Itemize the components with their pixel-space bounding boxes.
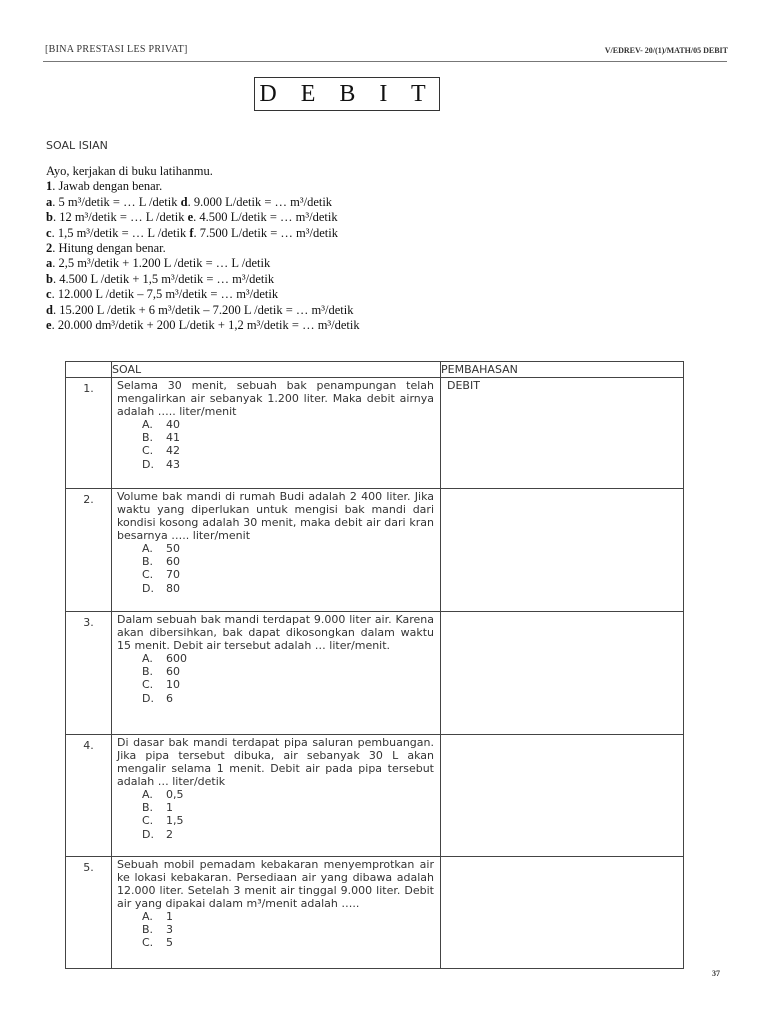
exercise-line: 1. Jawab dengan benar. [46,179,163,194]
exercise-line: 2. Hitung dengan benar. [46,240,166,255]
option: A. 50 [142,542,180,555]
discussion-cell [441,612,684,735]
exercise-intro: Ayo, kerjakan di buku latihanmu. [46,164,213,178]
exercise-line: c. 12.000 L /detik – 7,5 m³/detik = … m³/detik [46,287,279,302]
exercise-line: c. 1,5 m³/detik = … L /detik f. 7.500 L/detik = … m³/detik [46,225,338,240]
question-number: 3. [66,612,112,735]
exercise-line: e. 20.000 dm³/detik + 200 L/detik + 1,2 m³/detik = … m³/detik [46,317,360,332]
section-label: SOAL ISIAN [46,139,108,152]
option: D. 80 [142,581,180,595]
option: A. 1 [142,910,173,923]
table-row [66,378,684,489]
option: D. 6 [142,691,173,705]
header-number [66,362,112,378]
table-header-row [66,362,684,378]
option-list [142,652,434,705]
option: C. 1,5 [142,814,184,828]
page-number: 37 [712,969,720,978]
exercise-line: d. 15.200 L /detik + 6 m³/detik – 7.200 L /detik = … m³/detik [46,302,354,317]
question-cell [112,612,441,735]
discussion-cell [441,857,684,969]
question-number: 5. [66,857,112,969]
discussion-cell [441,489,684,612]
table-row [66,489,684,612]
table-row [66,735,684,857]
question-text: Di dasar bak mandi terdapat pipa saluran pembuangan. Jika pipa tersebut dibuka, air sebanyak 30 L akan mengalir selama 1 menit. Debit air pada pipa tersebut adalah … liter/detik [117,736,434,788]
header-divider [43,61,727,62]
option: A. 600 [142,652,187,665]
option: A. 0,5 [142,788,184,801]
header-pembahasan: PEMBAHASAN [441,362,684,378]
option: B. 60 [142,665,180,679]
option: C. 10 [142,678,180,692]
discussion-cell [441,735,684,857]
option: B. 3 [142,923,173,937]
question-cell [112,857,441,969]
exercise-line: b. 12 m³/detik = … L /detik e. 4.500 L/detik = … m³/detik [46,210,338,225]
option: D. 43 [142,457,180,471]
document-header-right: V/EDREV- 20/(1)/MATH/05 DEBIT [604,46,728,55]
question-cell [112,489,441,612]
exercise-block [46,164,726,333]
discussion-cell: DEBIT [441,378,684,489]
option-list [142,910,434,950]
question-number: 4. [66,735,112,857]
option: D. 2 [142,827,173,841]
header-soal: SOAL [112,362,441,378]
option: A. 40 [142,418,180,431]
page-title: D E B I T [254,77,440,111]
option: C. 5 [142,936,173,950]
table-row [66,612,684,735]
document-header-left: [BINA PRESTASI LES PRIVAT] [45,44,188,55]
option-list [142,418,434,471]
table-row [66,857,684,969]
exercise-line: a. 2,5 m³/detik + 1.200 L /detik = … L /detik [46,256,271,271]
option: B. 41 [142,431,180,445]
option-list [142,542,434,595]
option: C. 42 [142,444,180,458]
question-text: Volume bak mandi di rumah Budi adalah 2 400 liter. Jika waktu yang diperlukan untuk mengisi bak mandi dari kondisi kosong adalah 30 menit, maka debit air dari kran besarnya ….. liter/menit [117,490,434,542]
question-cell [112,378,441,489]
question-number: 2. [66,489,112,612]
question-number: 1. [66,378,112,489]
option-list [142,788,434,841]
question-cell [112,735,441,857]
question-text: Dalam sebuah bak mandi terdapat 9.000 liter air. Karena akan dibersihkan, bak dapat dikosongkan dalam waktu 15 menit. Debit air tersebut adalah … liter/menit. [117,613,434,652]
exercise-line: b. 4.500 L /detik + 1,5 m³/detik = … m³/detik [46,271,275,286]
option: B. 1 [142,801,173,815]
option: B. 60 [142,555,180,569]
question-text: Selama 30 menit, sebuah bak penampungan telah mengalirkan air sebanyak 1.200 liter. Maka debit airnya adalah ….. liter/menit [117,379,434,418]
exercise-line: a. 5 m³/detik = … L /detik d. 9.000 L/detik = … m³/detik [46,194,333,209]
question-table [65,361,684,969]
option: C. 70 [142,568,180,582]
question-text: Sebuah mobil pemadam kebakaran menyemprotkan air ke lokasi kebakaran. Persediaan air yang dibawa adalah 12.000 liter. Setelah 3 menit air tinggal 9.000 liter. Debit air yang dipakai dalam m³/menit adalah ….. [117,858,434,910]
